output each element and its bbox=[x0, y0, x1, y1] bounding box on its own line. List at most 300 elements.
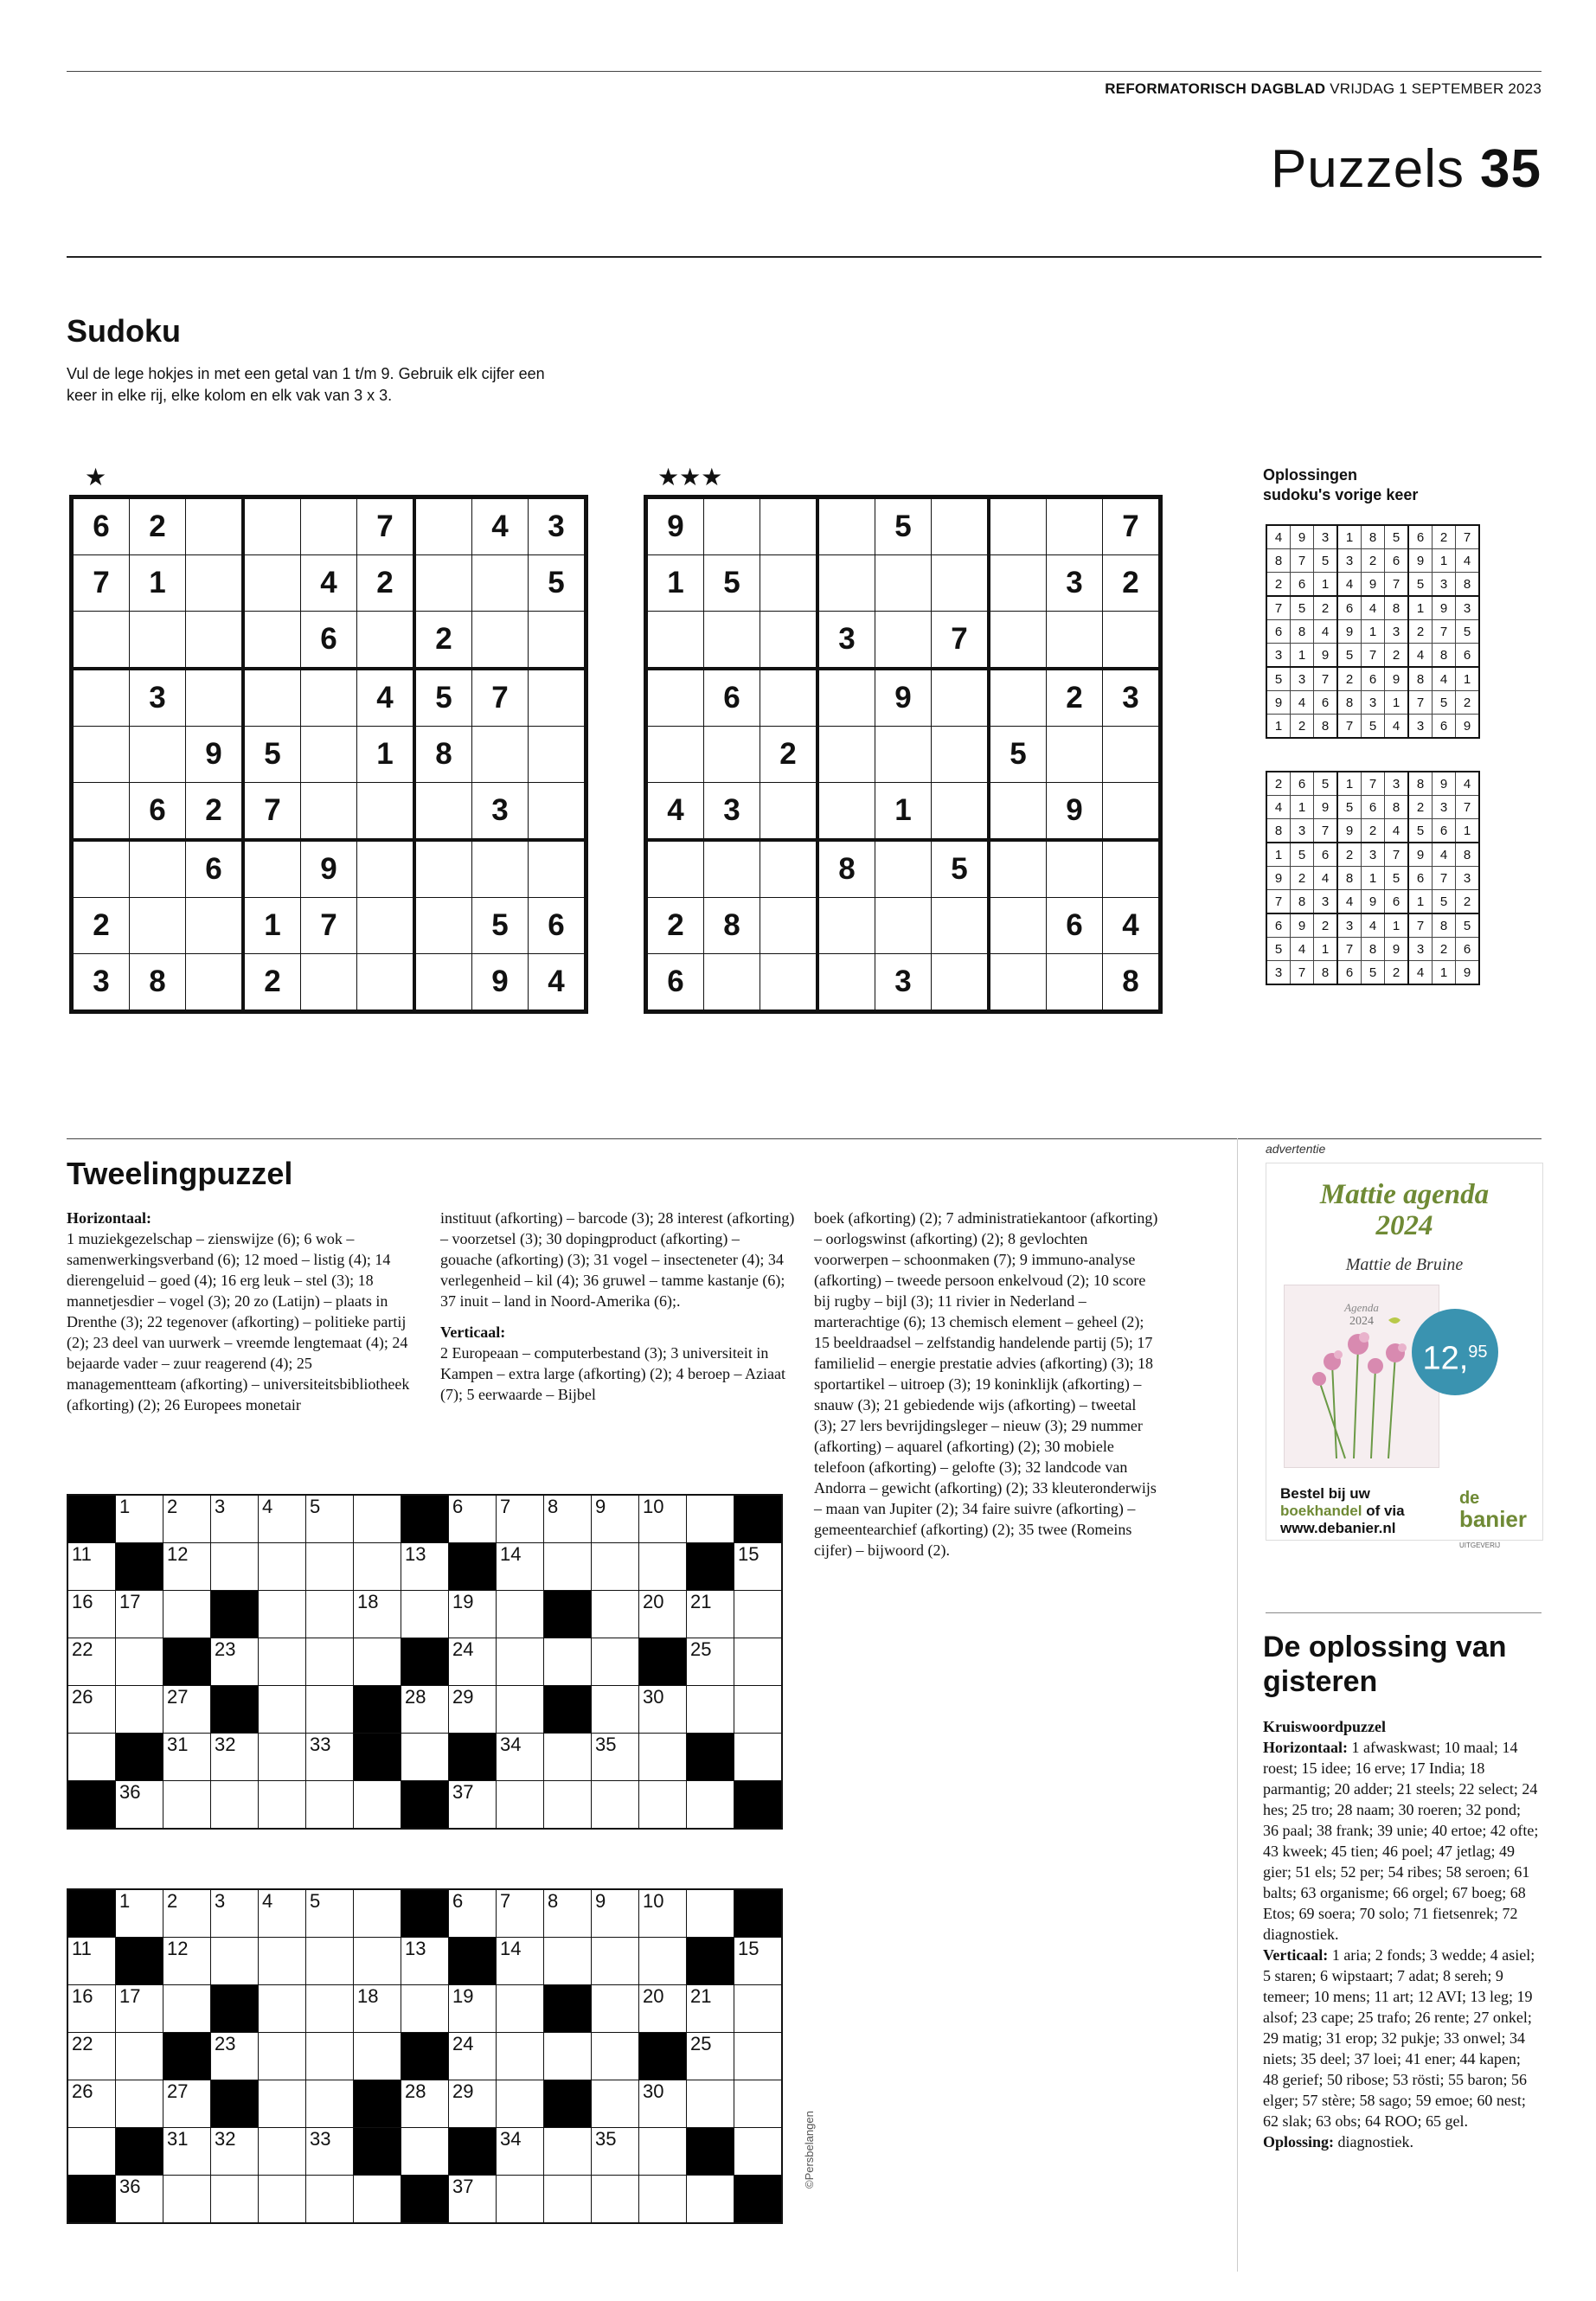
sudoku-hard-cell[interactable] bbox=[760, 783, 818, 841]
crossword-cell[interactable] bbox=[639, 1591, 687, 1638]
crossword-cell[interactable] bbox=[354, 2033, 401, 2080]
crossword-cell[interactable] bbox=[67, 1543, 116, 1591]
sudoku-hard-cell: 6 bbox=[704, 669, 760, 727]
crossword-cell[interactable] bbox=[163, 1686, 211, 1734]
crossword-cell[interactable] bbox=[211, 1638, 259, 1686]
sudoku-easy-cell[interactable] bbox=[301, 783, 357, 841]
sudoku-easy-cell[interactable] bbox=[357, 898, 415, 954]
crossword-cell[interactable] bbox=[687, 1889, 734, 1938]
crossword-cell[interactable] bbox=[592, 2080, 639, 2128]
crossword-black-cell bbox=[544, 2080, 592, 2128]
crossword-cell[interactable] bbox=[211, 1734, 259, 1781]
crossword-cell[interactable] bbox=[306, 1889, 354, 1938]
crossword-cell[interactable] bbox=[211, 2176, 259, 2224]
sudoku-hard-cell[interactable] bbox=[932, 555, 990, 612]
crossword-cell[interactable] bbox=[639, 1734, 687, 1781]
sudoku-easy-cell[interactable] bbox=[243, 612, 301, 670]
crossword-cell[interactable] bbox=[354, 1495, 401, 1543]
crossword-cell[interactable] bbox=[116, 1889, 163, 1938]
crossword-cell[interactable] bbox=[211, 1938, 259, 1985]
crossword-cell[interactable] bbox=[687, 1495, 734, 1543]
solution-1-cell: 1 bbox=[1337, 525, 1362, 549]
solution-1-cell: 4 bbox=[1456, 549, 1480, 573]
crossword-cell[interactable] bbox=[687, 1985, 734, 2033]
sudoku-easy-cell[interactable] bbox=[472, 840, 529, 898]
sudoku-hard-cell[interactable] bbox=[989, 840, 1047, 898]
crossword-cell[interactable] bbox=[497, 1495, 544, 1543]
crossword-cell[interactable] bbox=[639, 1985, 687, 2033]
sudoku-hard-cell[interactable] bbox=[817, 727, 875, 783]
sudoku-hard-cell[interactable] bbox=[989, 898, 1047, 954]
crossword-cell[interactable] bbox=[639, 1543, 687, 1591]
crossword-cell[interactable] bbox=[259, 2080, 306, 2128]
sudoku-hard-cell[interactable] bbox=[989, 954, 1047, 1012]
sudoku-hard-cell[interactable] bbox=[875, 727, 932, 783]
crossword-cell[interactable] bbox=[544, 1543, 592, 1591]
sudoku-easy-cell[interactable] bbox=[414, 783, 472, 841]
sudoku-hard-cell[interactable] bbox=[1103, 783, 1161, 841]
crossword-cell[interactable] bbox=[259, 1985, 306, 2033]
crossword-cell[interactable] bbox=[259, 2128, 306, 2176]
sudoku-easy-cell[interactable] bbox=[130, 727, 186, 783]
sudoku-easy-cell[interactable] bbox=[357, 612, 415, 670]
crossword-cell[interactable] bbox=[163, 1495, 211, 1543]
sudoku-easy-cell[interactable] bbox=[414, 497, 472, 555]
sudoku-hard-cell[interactable] bbox=[875, 898, 932, 954]
crossword-cell[interactable] bbox=[449, 1889, 497, 1938]
sudoku-hard-cell[interactable] bbox=[989, 783, 1047, 841]
crossword-cell[interactable] bbox=[687, 1591, 734, 1638]
crossword-cell[interactable] bbox=[592, 1686, 639, 1734]
sudoku-easy-cell[interactable] bbox=[243, 669, 301, 727]
crossword-cell[interactable] bbox=[734, 1638, 783, 1686]
crossword-cell[interactable] bbox=[734, 2080, 783, 2128]
sudoku-hard-cell[interactable] bbox=[1103, 727, 1161, 783]
crossword-cell[interactable] bbox=[354, 1543, 401, 1591]
sudoku-hard-cell[interactable] bbox=[1047, 840, 1103, 898]
sudoku-easy-cell[interactable] bbox=[301, 727, 357, 783]
crossword-cell[interactable] bbox=[639, 2080, 687, 2128]
crossword-cell[interactable] bbox=[687, 2033, 734, 2080]
crossword-cell[interactable] bbox=[592, 2033, 639, 2080]
crossword-cell[interactable] bbox=[67, 1734, 116, 1781]
sudoku-easy-cell[interactable] bbox=[414, 555, 472, 612]
crossword-cell-number: 10 bbox=[643, 1890, 664, 1912]
crossword-cell-number: 13 bbox=[405, 1543, 426, 1565]
crossword-cell[interactable] bbox=[306, 1985, 354, 2033]
crossword-cell[interactable] bbox=[163, 2176, 211, 2224]
sudoku-hard-cell[interactable] bbox=[932, 497, 990, 555]
crossword-cell[interactable] bbox=[163, 2128, 211, 2176]
crossword-cell[interactable] bbox=[639, 1889, 687, 1938]
crossword-cell-number: 1 bbox=[119, 1890, 131, 1912]
sudoku-easy-cell[interactable] bbox=[529, 727, 586, 783]
crossword-cell[interactable] bbox=[639, 2128, 687, 2176]
sudoku-easy-cell[interactable] bbox=[357, 783, 415, 841]
crossword-cell[interactable] bbox=[67, 2033, 116, 2080]
crossword-cell[interactable] bbox=[497, 1686, 544, 1734]
sudoku-easy-cell[interactable] bbox=[186, 898, 244, 954]
crossword-cell[interactable] bbox=[544, 1781, 592, 1830]
crossword-cell[interactable] bbox=[306, 2176, 354, 2224]
crossword-cell[interactable] bbox=[116, 1781, 163, 1830]
sudoku-hard-cell[interactable] bbox=[989, 669, 1047, 727]
sudoku-hard-cell[interactable] bbox=[932, 783, 990, 841]
sudoku-easy-cell[interactable] bbox=[72, 669, 130, 727]
crossword-black-cell bbox=[401, 2033, 449, 2080]
crossword-cell[interactable] bbox=[497, 2176, 544, 2224]
sudoku-hard-cell[interactable] bbox=[932, 954, 990, 1012]
crossword-cell[interactable] bbox=[497, 1781, 544, 1830]
crossword-cell[interactable] bbox=[163, 1591, 211, 1638]
crossword-cell[interactable] bbox=[259, 1686, 306, 1734]
crossword-cell[interactable] bbox=[259, 1734, 306, 1781]
sudoku-hard-cell[interactable] bbox=[1047, 727, 1103, 783]
crossword-cell[interactable] bbox=[306, 1495, 354, 1543]
crossword-cell[interactable] bbox=[67, 1985, 116, 2033]
sudoku-hard-cell[interactable] bbox=[704, 954, 760, 1012]
crossword-cell[interactable] bbox=[401, 1543, 449, 1591]
sudoku-hard-cell[interactable] bbox=[1103, 840, 1161, 898]
crossword-cell[interactable] bbox=[592, 1781, 639, 1830]
crossword-cell-number: 37 bbox=[452, 1781, 474, 1803]
sudoku-easy-cell[interactable] bbox=[414, 898, 472, 954]
crossword-cell[interactable] bbox=[687, 2176, 734, 2224]
sudoku-easy-cell[interactable] bbox=[472, 555, 529, 612]
sudoku-hard-cell[interactable] bbox=[1047, 612, 1103, 670]
sudoku-hard-cell[interactable] bbox=[646, 669, 704, 727]
crossword-cell[interactable] bbox=[592, 1495, 639, 1543]
solution-2-cell: 9 bbox=[1385, 938, 1409, 961]
crossword-cell[interactable] bbox=[211, 1495, 259, 1543]
crossword-cell[interactable] bbox=[306, 1686, 354, 1734]
crossword-cell[interactable] bbox=[592, 1734, 639, 1781]
crossword-black-cell bbox=[734, 1781, 783, 1830]
crossword-cell[interactable] bbox=[639, 1495, 687, 1543]
solution-1-cell: 3 bbox=[1362, 691, 1385, 715]
sudoku-hard-cell[interactable] bbox=[760, 497, 818, 555]
crossword-cell[interactable] bbox=[67, 1938, 116, 1985]
crossword-cell[interactable] bbox=[306, 1591, 354, 1638]
sudoku-hard-cell[interactable] bbox=[875, 555, 932, 612]
crossword-cell[interactable] bbox=[497, 1638, 544, 1686]
crossword-cell[interactable] bbox=[497, 2080, 544, 2128]
crossword-cell[interactable] bbox=[163, 1781, 211, 1830]
tweeling-clues-col2 bbox=[440, 1208, 795, 1405]
crossword-cell[interactable] bbox=[449, 1495, 497, 1543]
crossword-cell[interactable] bbox=[734, 1938, 783, 1985]
crossword-cell[interactable] bbox=[354, 1638, 401, 1686]
crossword-cell[interactable] bbox=[401, 2128, 449, 2176]
crossword-cell[interactable] bbox=[734, 2033, 783, 2080]
sudoku-easy-cell[interactable] bbox=[529, 669, 586, 727]
sudoku-easy-cell[interactable] bbox=[243, 840, 301, 898]
crossword-cell[interactable] bbox=[354, 1889, 401, 1938]
crossword-cell[interactable] bbox=[544, 1889, 592, 1938]
crossword-cell[interactable] bbox=[259, 2033, 306, 2080]
crossword-cell[interactable] bbox=[116, 2033, 163, 2080]
crossword-cell[interactable] bbox=[306, 1638, 354, 1686]
crossword-cell[interactable] bbox=[354, 2176, 401, 2224]
sudoku-hard-cell[interactable] bbox=[989, 612, 1047, 670]
crossword-cell[interactable] bbox=[259, 1781, 306, 1830]
crossword-cell[interactable] bbox=[211, 1889, 259, 1938]
sudoku-hard-cell[interactable] bbox=[646, 612, 704, 670]
sudoku-hard-cell[interactable] bbox=[817, 555, 875, 612]
crossword-cell[interactable] bbox=[401, 1734, 449, 1781]
crossword-cell[interactable] bbox=[67, 2128, 116, 2176]
crossword-cell[interactable] bbox=[163, 1543, 211, 1591]
crossword-cell[interactable] bbox=[687, 1638, 734, 1686]
crossword-cell-number: 9 bbox=[595, 1890, 606, 1912]
solution-1-cell: 2 bbox=[1337, 667, 1362, 691]
crossword-black-cell bbox=[449, 2128, 497, 2176]
sudoku-hard-cell[interactable] bbox=[817, 954, 875, 1012]
crossword-cell[interactable] bbox=[734, 1734, 783, 1781]
sudoku-easy-cell[interactable] bbox=[529, 840, 586, 898]
sudoku-hard-cell[interactable] bbox=[760, 898, 818, 954]
crossword-cell[interactable] bbox=[163, 1889, 211, 1938]
sudoku-hard-cell[interactable] bbox=[646, 840, 704, 898]
crossword-cell[interactable] bbox=[401, 1686, 449, 1734]
sudoku-easy-cell[interactable] bbox=[72, 612, 130, 670]
crossword-cell[interactable] bbox=[497, 1543, 544, 1591]
sudoku-easy-cell[interactable] bbox=[130, 898, 186, 954]
crossword-cell[interactable] bbox=[734, 1985, 783, 2033]
crossword-cell[interactable] bbox=[306, 2128, 354, 2176]
crossword-cell[interactable] bbox=[497, 1591, 544, 1638]
sudoku-hard-cell[interactable] bbox=[817, 497, 875, 555]
sudoku-hard-cell[interactable] bbox=[704, 612, 760, 670]
solution-2-cell: 8 bbox=[1408, 772, 1433, 796]
crossword-cell[interactable] bbox=[497, 2033, 544, 2080]
crossword-cell[interactable] bbox=[544, 1938, 592, 1985]
crossword-cell[interactable] bbox=[306, 2033, 354, 2080]
crossword-cell[interactable] bbox=[306, 2080, 354, 2128]
crossword-cell[interactable] bbox=[544, 2128, 592, 2176]
crossword-cell[interactable] bbox=[306, 1938, 354, 1985]
crossword-cell[interactable] bbox=[401, 1985, 449, 2033]
sudoku-easy-cell: 4 bbox=[529, 954, 586, 1012]
sudoku-easy-cell[interactable] bbox=[301, 669, 357, 727]
crossword-cell[interactable] bbox=[687, 1686, 734, 1734]
crossword-cell[interactable] bbox=[449, 1781, 497, 1830]
sudoku-hard-cell[interactable] bbox=[932, 898, 990, 954]
crossword-cell[interactable] bbox=[163, 1985, 211, 2033]
crossword-cell[interactable] bbox=[211, 2128, 259, 2176]
crossword-cell[interactable] bbox=[592, 1638, 639, 1686]
crossword-cell[interactable] bbox=[449, 2176, 497, 2224]
crossword-cell[interactable] bbox=[401, 1938, 449, 1985]
sudoku-title: Sudoku bbox=[67, 313, 181, 349]
oplossing-title: De oplossing van gisteren bbox=[1263, 1631, 1507, 1698]
sudoku-hard-cell[interactable] bbox=[704, 727, 760, 783]
crossword-cell[interactable] bbox=[163, 1938, 211, 1985]
sudoku-easy-cell[interactable] bbox=[529, 612, 586, 670]
crossword-cell[interactable] bbox=[116, 1638, 163, 1686]
crossword-cell[interactable] bbox=[259, 2176, 306, 2224]
crossword-cell[interactable] bbox=[306, 1734, 354, 1781]
crossword-cell[interactable] bbox=[639, 1686, 687, 1734]
solution-1-cell: 2 bbox=[1314, 596, 1338, 620]
crossword-black-cell bbox=[211, 1985, 259, 2033]
crossword-cell[interactable] bbox=[449, 2080, 497, 2128]
sudoku-hard-cell[interactable] bbox=[760, 669, 818, 727]
sudoku-easy-cell[interactable] bbox=[186, 954, 244, 1012]
sudoku-easy-cell[interactable] bbox=[243, 555, 301, 612]
crossword-cell[interactable] bbox=[259, 1591, 306, 1638]
sudoku-hard-cell[interactable] bbox=[817, 783, 875, 841]
ad-website-link[interactable]: www.debanier.nl bbox=[1280, 1520, 1396, 1536]
crossword-cell[interactable] bbox=[544, 1495, 592, 1543]
crossword-cell[interactable] bbox=[592, 1985, 639, 2033]
crossword-cell[interactable] bbox=[116, 2176, 163, 2224]
sudoku-easy-cell[interactable] bbox=[301, 954, 357, 1012]
sudoku-easy-cell[interactable] bbox=[186, 669, 244, 727]
sudoku-hard-cell[interactable] bbox=[646, 727, 704, 783]
crossword-cell[interactable] bbox=[734, 1686, 783, 1734]
crossword-cell[interactable] bbox=[354, 1985, 401, 2033]
crossword-cell[interactable] bbox=[639, 2176, 687, 2224]
crossword-cell[interactable] bbox=[497, 1734, 544, 1781]
crossword-cell[interactable] bbox=[163, 1734, 211, 1781]
crossword-cell[interactable] bbox=[449, 1591, 497, 1638]
crossword-cell[interactable] bbox=[67, 1638, 116, 1686]
sudoku-easy-cell[interactable] bbox=[357, 840, 415, 898]
crossword-cell[interactable] bbox=[259, 1889, 306, 1938]
sudoku-easy-cell[interactable] bbox=[130, 612, 186, 670]
crossword-cell[interactable] bbox=[544, 2176, 592, 2224]
sudoku-easy-cell[interactable] bbox=[472, 612, 529, 670]
sudoku-hard-cell[interactable] bbox=[817, 669, 875, 727]
sudoku-easy-cell[interactable] bbox=[357, 954, 415, 1012]
crossword-cell[interactable] bbox=[211, 2033, 259, 2080]
crossword-cell[interactable] bbox=[497, 2128, 544, 2176]
crossword-cell[interactable] bbox=[687, 1781, 734, 1830]
crossword-cell[interactable] bbox=[259, 1638, 306, 1686]
crossword-cell[interactable] bbox=[734, 2128, 783, 2176]
sudoku-hard-cell[interactable] bbox=[1047, 497, 1103, 555]
crossword-cell[interactable] bbox=[401, 2080, 449, 2128]
crossword-cell[interactable] bbox=[592, 1591, 639, 1638]
crossword-cell-number: 26 bbox=[72, 2080, 93, 2102]
sudoku-hard-cell[interactable] bbox=[932, 727, 990, 783]
crossword-cell[interactable] bbox=[734, 1591, 783, 1638]
crossword-cell[interactable] bbox=[544, 1734, 592, 1781]
crossword-cell[interactable] bbox=[497, 1889, 544, 1938]
crossword-cell[interactable] bbox=[67, 2080, 116, 2128]
crossword-cell[interactable] bbox=[67, 1686, 116, 1734]
crossword-cell[interactable] bbox=[116, 2080, 163, 2128]
sudoku-easy-cell[interactable] bbox=[301, 497, 357, 555]
crossword-cell[interactable] bbox=[306, 1543, 354, 1591]
sudoku-hard-cell[interactable] bbox=[760, 612, 818, 670]
sudoku-hard-cell[interactable] bbox=[875, 612, 932, 670]
sudoku-easy-cell[interactable] bbox=[472, 727, 529, 783]
sudoku-hard-cell[interactable] bbox=[704, 497, 760, 555]
sudoku-easy-cell[interactable] bbox=[186, 497, 244, 555]
crossword-cell[interactable] bbox=[163, 2080, 211, 2128]
solution-2-cell: 7 bbox=[1337, 938, 1362, 961]
sudoku-easy-cell[interactable] bbox=[130, 840, 186, 898]
sudoku-easy-cell[interactable] bbox=[72, 840, 130, 898]
crossword-cell[interactable] bbox=[734, 1543, 783, 1591]
advertisement[interactable] bbox=[1266, 1163, 1543, 1549]
crossword-cell-number: 34 bbox=[500, 1734, 522, 1755]
sudoku-easy-cell[interactable] bbox=[186, 555, 244, 612]
sudoku-easy-cell[interactable] bbox=[186, 612, 244, 670]
crossword-cell[interactable] bbox=[401, 1591, 449, 1638]
sudoku-hard-cell[interactable] bbox=[817, 898, 875, 954]
crossword-cell[interactable] bbox=[211, 1781, 259, 1830]
sudoku-hard-cell[interactable] bbox=[932, 669, 990, 727]
top-rule bbox=[67, 71, 1542, 72]
sudoku-hard-cell[interactable] bbox=[760, 954, 818, 1012]
sudoku-easy-cell[interactable] bbox=[243, 497, 301, 555]
sudoku-hard-cell[interactable] bbox=[704, 840, 760, 898]
crossword-cell[interactable] bbox=[354, 1591, 401, 1638]
crossword-cell[interactable] bbox=[354, 1781, 401, 1830]
oplossing-text bbox=[1263, 1716, 1540, 2152]
crossword-cell[interactable] bbox=[211, 1543, 259, 1591]
sudoku-hard-cell[interactable] bbox=[1103, 612, 1161, 670]
crossword-cell[interactable] bbox=[449, 2033, 497, 2080]
crossword-cell[interactable] bbox=[259, 1543, 306, 1591]
crossword-cell[interactable] bbox=[544, 2033, 592, 2080]
crossword-cell[interactable] bbox=[116, 1686, 163, 1734]
sudoku-hard-cell[interactable] bbox=[989, 497, 1047, 555]
sudoku-hard-cell[interactable] bbox=[989, 555, 1047, 612]
crossword-cell[interactable] bbox=[592, 2176, 639, 2224]
crossword-cell[interactable] bbox=[592, 1543, 639, 1591]
crossword-cell[interactable] bbox=[67, 1591, 116, 1638]
crossword-cell[interactable] bbox=[639, 1938, 687, 1985]
crossword-cell[interactable] bbox=[639, 1781, 687, 1830]
crossword-cell[interactable] bbox=[687, 2080, 734, 2128]
crossword-cell[interactable] bbox=[592, 1938, 639, 1985]
crossword-cell[interactable] bbox=[116, 1495, 163, 1543]
crossword-cell[interactable] bbox=[259, 1495, 306, 1543]
crossword-cell[interactable] bbox=[449, 1686, 497, 1734]
sudoku-hard-cell[interactable] bbox=[875, 840, 932, 898]
solution-2-cell: 9 bbox=[1408, 843, 1433, 867]
sudoku-hard-cell[interactable] bbox=[760, 840, 818, 898]
sudoku-easy-cell[interactable] bbox=[414, 954, 472, 1012]
crossword-black-cell bbox=[687, 1734, 734, 1781]
crossword-cell[interactable] bbox=[259, 1938, 306, 1985]
crossword-cell[interactable] bbox=[592, 1889, 639, 1938]
crossword-cell[interactable] bbox=[497, 1985, 544, 2033]
crossword-cell[interactable] bbox=[592, 2128, 639, 2176]
sudoku-easy-cell[interactable] bbox=[529, 783, 586, 841]
crossword-cell[interactable] bbox=[116, 1591, 163, 1638]
sudoku-hard-cell[interactable] bbox=[1047, 954, 1103, 1012]
solution-2-cell: 8 bbox=[1314, 961, 1338, 985]
crossword-cell[interactable] bbox=[544, 1638, 592, 1686]
sudoku-easy-cell[interactable] bbox=[72, 727, 130, 783]
ad-order-text bbox=[1280, 1485, 1405, 1537]
sudoku-easy-cell[interactable] bbox=[72, 783, 130, 841]
crossword-cell[interactable] bbox=[497, 1938, 544, 1985]
crossword-cell[interactable] bbox=[306, 1781, 354, 1830]
sudoku-hard-cell[interactable] bbox=[760, 555, 818, 612]
crossword-cell[interactable] bbox=[449, 1638, 497, 1686]
section-name: Puzzels bbox=[1270, 139, 1465, 199]
sudoku-easy-cell[interactable] bbox=[414, 840, 472, 898]
crossword-cell[interactable] bbox=[116, 1985, 163, 2033]
crossword-cell[interactable] bbox=[449, 1985, 497, 2033]
crossword-cell[interactable] bbox=[354, 1938, 401, 1985]
